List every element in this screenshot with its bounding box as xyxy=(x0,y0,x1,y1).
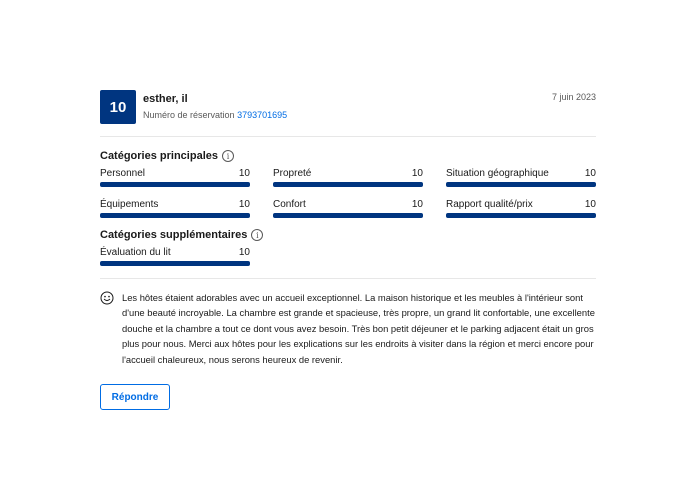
category-score: 10 xyxy=(238,199,250,210)
review-card xyxy=(100,88,596,410)
extra-categories-title xyxy=(100,229,596,241)
info-icon[interactable]: i xyxy=(222,150,234,162)
category-item xyxy=(446,168,596,187)
divider xyxy=(100,136,596,137)
reservation-number-link[interactable]: 3793701695 xyxy=(237,110,288,120)
category-label: Situation géographique xyxy=(446,168,549,179)
category-score: 10 xyxy=(411,168,423,179)
category-score-bar xyxy=(446,182,596,187)
category-score-bar xyxy=(446,213,596,218)
extra-categories-grid xyxy=(100,247,596,266)
category-label: Propreté xyxy=(273,168,312,179)
divider xyxy=(100,278,596,279)
category-label: Personnel xyxy=(100,168,146,179)
category-item xyxy=(100,199,250,218)
category-label: Rapport qualité/prix xyxy=(446,199,533,210)
main-categories-title xyxy=(100,150,596,162)
category-item xyxy=(100,247,250,266)
smile-icon xyxy=(100,291,114,305)
category-score: 10 xyxy=(238,247,250,258)
category-item xyxy=(100,168,250,187)
category-score: 10 xyxy=(238,168,250,179)
review-header xyxy=(100,88,596,124)
category-label: Équipements xyxy=(100,199,159,210)
category-score-bar xyxy=(100,213,250,218)
main-categories-label: Catégories principales xyxy=(100,150,218,162)
info-icon[interactable]: i xyxy=(251,229,263,241)
score-badge: 10 xyxy=(100,90,136,124)
category-score: 10 xyxy=(584,199,596,210)
category-item xyxy=(273,199,423,218)
reservation-info xyxy=(143,110,287,120)
category-item xyxy=(273,168,423,187)
reviewer-name: esther, il xyxy=(143,93,188,105)
main-categories-grid xyxy=(100,168,596,218)
category-score: 10 xyxy=(584,168,596,179)
category-label: Confort xyxy=(273,199,306,210)
category-score-bar xyxy=(273,182,423,187)
review-date: 7 juin 2023 xyxy=(551,92,596,102)
comment-text: Les hôtes étaient adorables avec un accueil exceptionnel. La maison historique et les meubles à l'intérieur sont d'une beauté incroyable. La chambre est grande et spacieuse, très propre, un grand lit confortable, une excellente douche et la chambre a tout ce dont vous avez besoin. Très bon petit déjeuner et le parking adjacent était un gros plus pour nous. Merci aux hôtes pour les explications sur les endroits à visiter dans la région et merci encore pour l'accueil chaleureux, nous serons heureux de revenir. xyxy=(122,292,595,365)
reservation-label: Numéro de réservation xyxy=(143,110,235,120)
extra-categories-label: Catégories supplémentaires xyxy=(100,229,248,241)
category-item xyxy=(446,199,596,218)
category-score-bar xyxy=(100,182,250,187)
review-comment xyxy=(100,290,596,367)
category-score-bar xyxy=(100,261,250,266)
category-label: Évaluation du lit xyxy=(100,247,171,258)
reply-button[interactable]: Répondre xyxy=(100,384,170,410)
category-score: 10 xyxy=(411,199,423,210)
category-score-bar xyxy=(273,213,423,218)
